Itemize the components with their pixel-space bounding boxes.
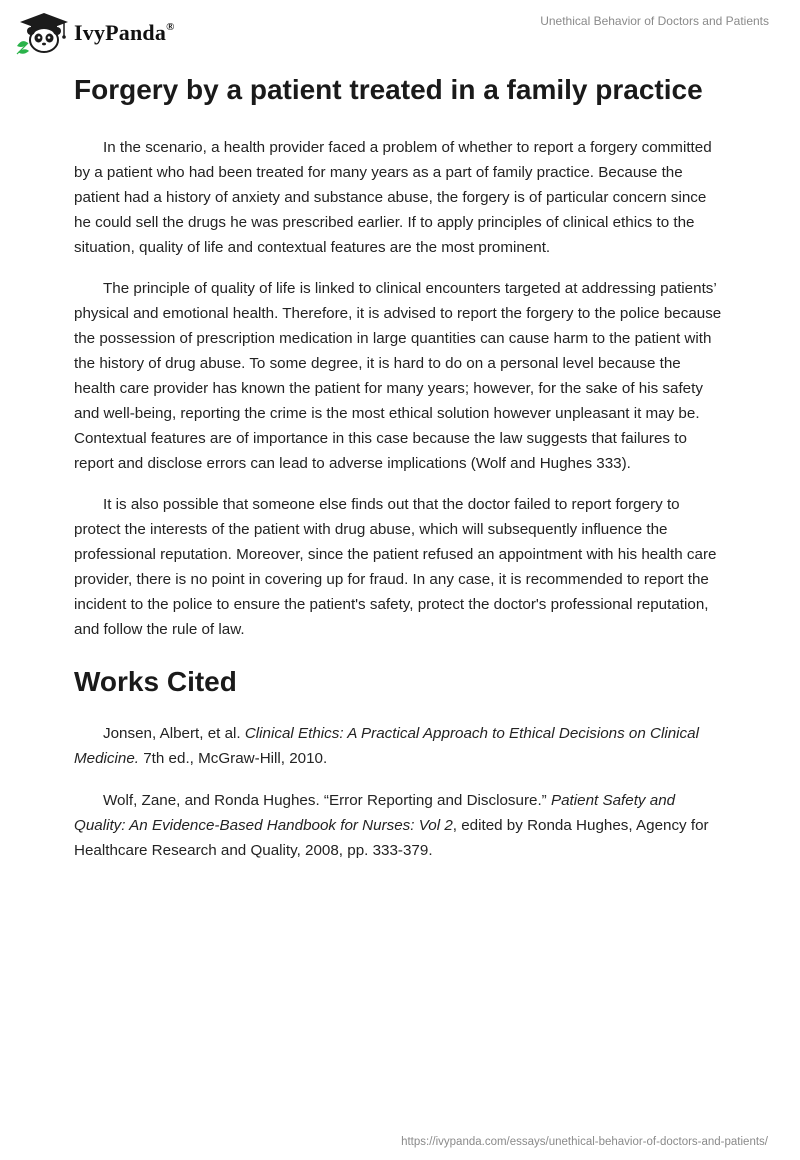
brand-name: [74, 20, 175, 46]
works-cited-list: [74, 721, 726, 863]
essay-content: [74, 70, 726, 863]
registered-mark: ®: [166, 20, 175, 33]
page-title: Forgery by a patient treated in a family practice: [74, 74, 703, 105]
panda-graduation-cap-icon: [14, 10, 70, 56]
citation-2-title: Patient Safety and Quality: An Evidence-Based Handbook for Nurses: Vol 2: [74, 792, 676, 834]
document-title: Unethical Behavior of Doctors and Patients: [540, 14, 769, 28]
citation-2: [74, 788, 726, 863]
essay-body: [74, 135, 726, 642]
page-header: [0, 0, 800, 60]
citation-2-authors: Wolf, Zane, and Ronda Hughes. “Error Reporting and Disclosure.”: [103, 792, 551, 809]
paragraph-2: The principle of quality of life is linked to clinical encounters targeted at addressing patients’ physical and emotional health. Therefore, it is advised to report the forgery to the police because the possession of prescription medication in large quantities can cause harm to the patient with the history of drug abuse. To some degree, it is hard to do on a personal level because the health care provider has known the patient for many years; however, for the sake of his safety and well-being, reporting the crime is the most ethical solution however unpleasant it may be. Contextual features are of importance in this case because the law suggests that failures to report and disclose errors can lead to adverse implications (Wolf and Hughes 333).: [74, 280, 722, 472]
paragraph-3: It is also possible that someone else finds out that the doctor failed to report forgery to protect the interests of the patient with drug abuse, which will subsequently influence the professional reputation. Moreover, since the patient refused an appointment with his health care provider, there is no point in covering up for fraud. In any case, it is recommended to report the incident to the police to ensure the patient's safety, protect the doctor's professional reputation, and follow the rule of law.: [74, 496, 717, 638]
citation-1-title: Clinical Ethics: A Practical Approach to Ethical Decisions on Clinical Medicine.: [74, 725, 699, 767]
citation-1-authors: Jonsen, Albert, et al.: [103, 725, 245, 742]
works-cited-heading: Works Cited: [74, 666, 237, 697]
citation-1-publication: 7th ed., McGraw-Hill, 2010.: [139, 750, 328, 767]
paragraph-1: In the scenario, a health provider faced a problem of whether to report a forgery committed by a patient who had been treated for many years as a part of family practice. Because the patient had a history of anxiety and substance abuse, the forgery is of particular concern since he could sell the drugs he was prescribed earlier. If to apply principles of clinical ethics to the situation, quality of life and contextual features are the most prominent.: [74, 139, 712, 256]
brand-name-text: IvyPanda: [74, 20, 167, 45]
citation-2-publication: , edited by Ronda Hughes, Agency for Healthcare Research and Quality, 2008, pp. 333-379.: [74, 817, 709, 859]
ivypanda-logo[interactable]: [14, 10, 175, 56]
source-url[interactable]: https://ivypanda.com/essays/unethical-behavior-of-doctors-and-patients/: [401, 1136, 768, 1148]
citation-1: [74, 721, 726, 771]
